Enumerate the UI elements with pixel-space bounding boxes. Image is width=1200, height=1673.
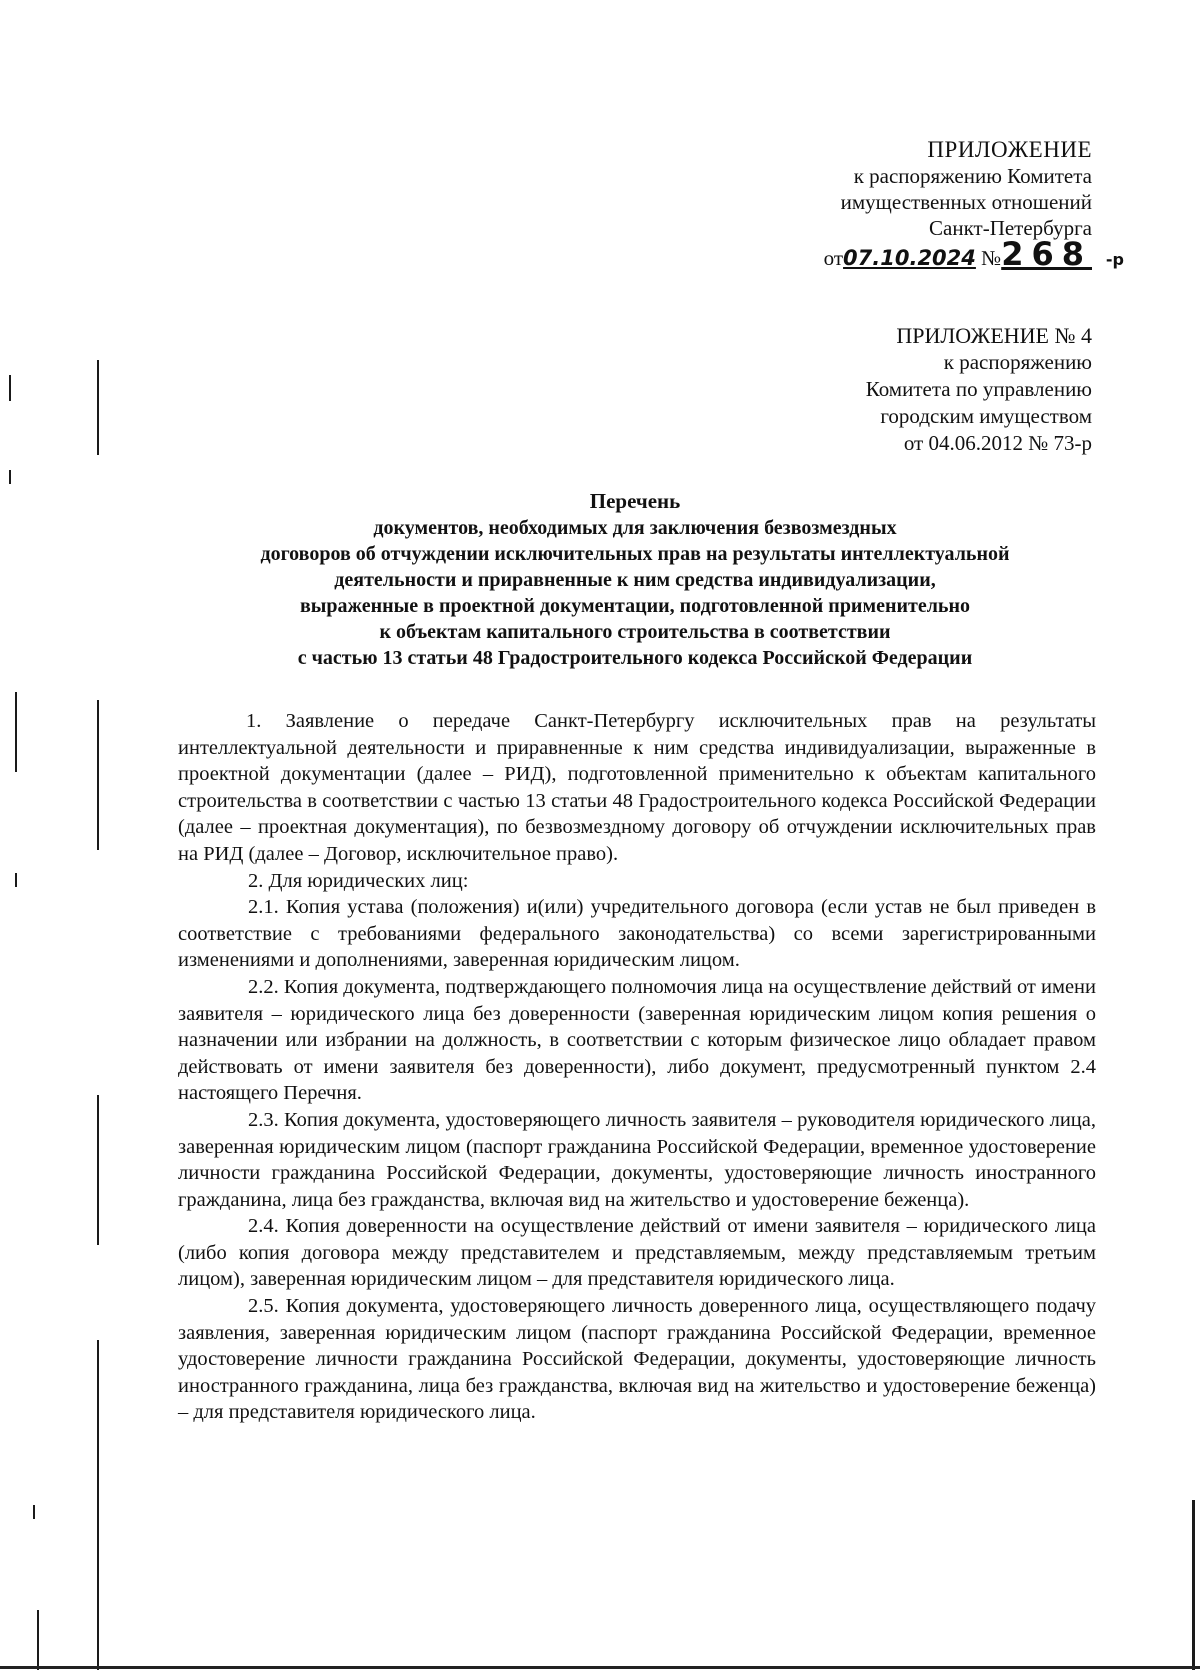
handwritten-date: 07.10.2024 — [843, 246, 976, 270]
paragraph: 2. Для юридических лиц: — [248, 869, 469, 892]
order-suffix: -р — [1105, 250, 1124, 269]
annex-line: Комитета по управлению — [865, 377, 1092, 401]
scan-artifact — [37, 1610, 39, 1670]
scan-artifact — [15, 692, 17, 772]
annex-line: городским имуществом — [880, 404, 1092, 428]
order-prefix: от — [823, 246, 844, 270]
scan-artifact — [33, 1505, 35, 1519]
scan-artifact — [97, 700, 99, 850]
heading-line: договоров об отчуждении исключительных прав на результаты интеллектуальной — [260, 543, 1010, 565]
paragraph: 2.2. Копия документа, подтверждающего полномочия лица на осуществление действий от имени заявителя – юридического лица без доверенности (заверенная юридическим лицом копия решения о назначении или избрании на должность, в соответствии с которым физическое лицо обладает правом действовать от имени заявителя без доверенности), либо документ, предусмотренный пунктом 2.4 настоящего Перечня. — [178, 975, 1096, 1105]
heading-line: к объектам капитального строительства в соответствии — [379, 621, 891, 643]
order-stamp-block — [823, 137, 1124, 273]
handwritten-number: 268 — [1001, 235, 1092, 273]
scan-artifact — [9, 375, 11, 401]
heading-title: Перечень — [589, 489, 681, 513]
paragraph: 2.5. Копия документа, удостоверяющего личность доверенного лица, осуществляющего подачу заявления, заверенная юридическим лицом (паспорт гражданина Российской Федерации, временное удостоверение личности гражданина Российской Федерации, документы, удостоверяющие личность иностранного гражданина, лица без гражданства, включая вид на жительство и удостоверение беженца) – для представителя юридического лица. — [178, 1295, 1096, 1424]
stamp-line: к распоряжению Комитета — [853, 164, 1092, 188]
heading-line: документов, необходимых для заключения безвозмездных — [373, 517, 897, 539]
scan-artifact — [97, 360, 99, 455]
scan-artifact — [15, 873, 17, 887]
annex-header-block — [866, 322, 1092, 457]
scan-artifact — [97, 1340, 99, 1670]
heading-line: выраженные в проектной документации, подготовленной применительно — [299, 595, 971, 617]
stamp-line: имущественных отношений — [840, 190, 1092, 214]
stamp-title: ПРИЛОЖЕНИЕ — [927, 137, 1092, 162]
order-reference — [823, 235, 1124, 273]
annex-line: от 04.06.2012 № 73-р — [903, 431, 1092, 455]
scan-artifact — [1192, 1500, 1195, 1670]
paragraph: 2.1. Копия устава (положения) и(или) учредительного договора (если устав не был приведен в соответствие с требованиями федерального законодательства) со всеми зарегистрированными изменениями и дополнениями, заверенная юридическим лицом. — [178, 896, 1096, 972]
paragraph: 1. Заявление о передаче Санкт-Петербургу исключительных прав на результаты интеллектуальной деятельности и приравненные к ним средства индивидуализации, выраженные в проектной документации (далее – РИД), подготовленной применительно к объектам капитального строительства в соответствии с частью 13 статьи 48 Градостроительного кодекса Российской Федерации (далее – проектная документация), по безвозмездному договору об отчуждении исключительных прав на РИД (далее – Договор, исключительное право). — [178, 710, 1096, 865]
stamp-line: Санкт-Петербурга — [929, 216, 1092, 240]
document-heading — [170, 488, 1100, 671]
scan-artifact — [9, 470, 11, 484]
scan-artifact — [97, 1095, 99, 1245]
order-number-label: № — [981, 246, 1002, 270]
annex-title: ПРИЛОЖЕНИЕ № 4 — [896, 323, 1092, 348]
scan-edge-line — [0, 1666, 1200, 1669]
paragraph: 2.3. Копия документа, удостоверяющего личность заявителя – руководителя юридического лица, заверенная юридическим лицом (паспорт гражданина Российской Федерации, временное удостоверение личности гражданина Российской Федерации, документы, удостоверяющие личность иностранного гражданина, лица без гражданства, включая вид на жительство и удостоверение беженца). — [178, 1108, 1096, 1211]
annex-line: к распоряжению — [943, 350, 1092, 374]
document-body — [178, 708, 1096, 1426]
heading-line: деятельности и приравненные к ним средства индивидуализации, — [334, 569, 936, 591]
paragraph: 2.4. Копия доверенности на осуществление действий от имени заявителя – юридического лица (либо копия договора между представителем и представляемым, между представляемым третьим лицом), заверенная юридическим лицом – для представителя юридического лица. — [178, 1215, 1096, 1291]
heading-line: с частью 13 статьи 48 Градостроительного кодекса Российской Федерации — [297, 647, 973, 669]
